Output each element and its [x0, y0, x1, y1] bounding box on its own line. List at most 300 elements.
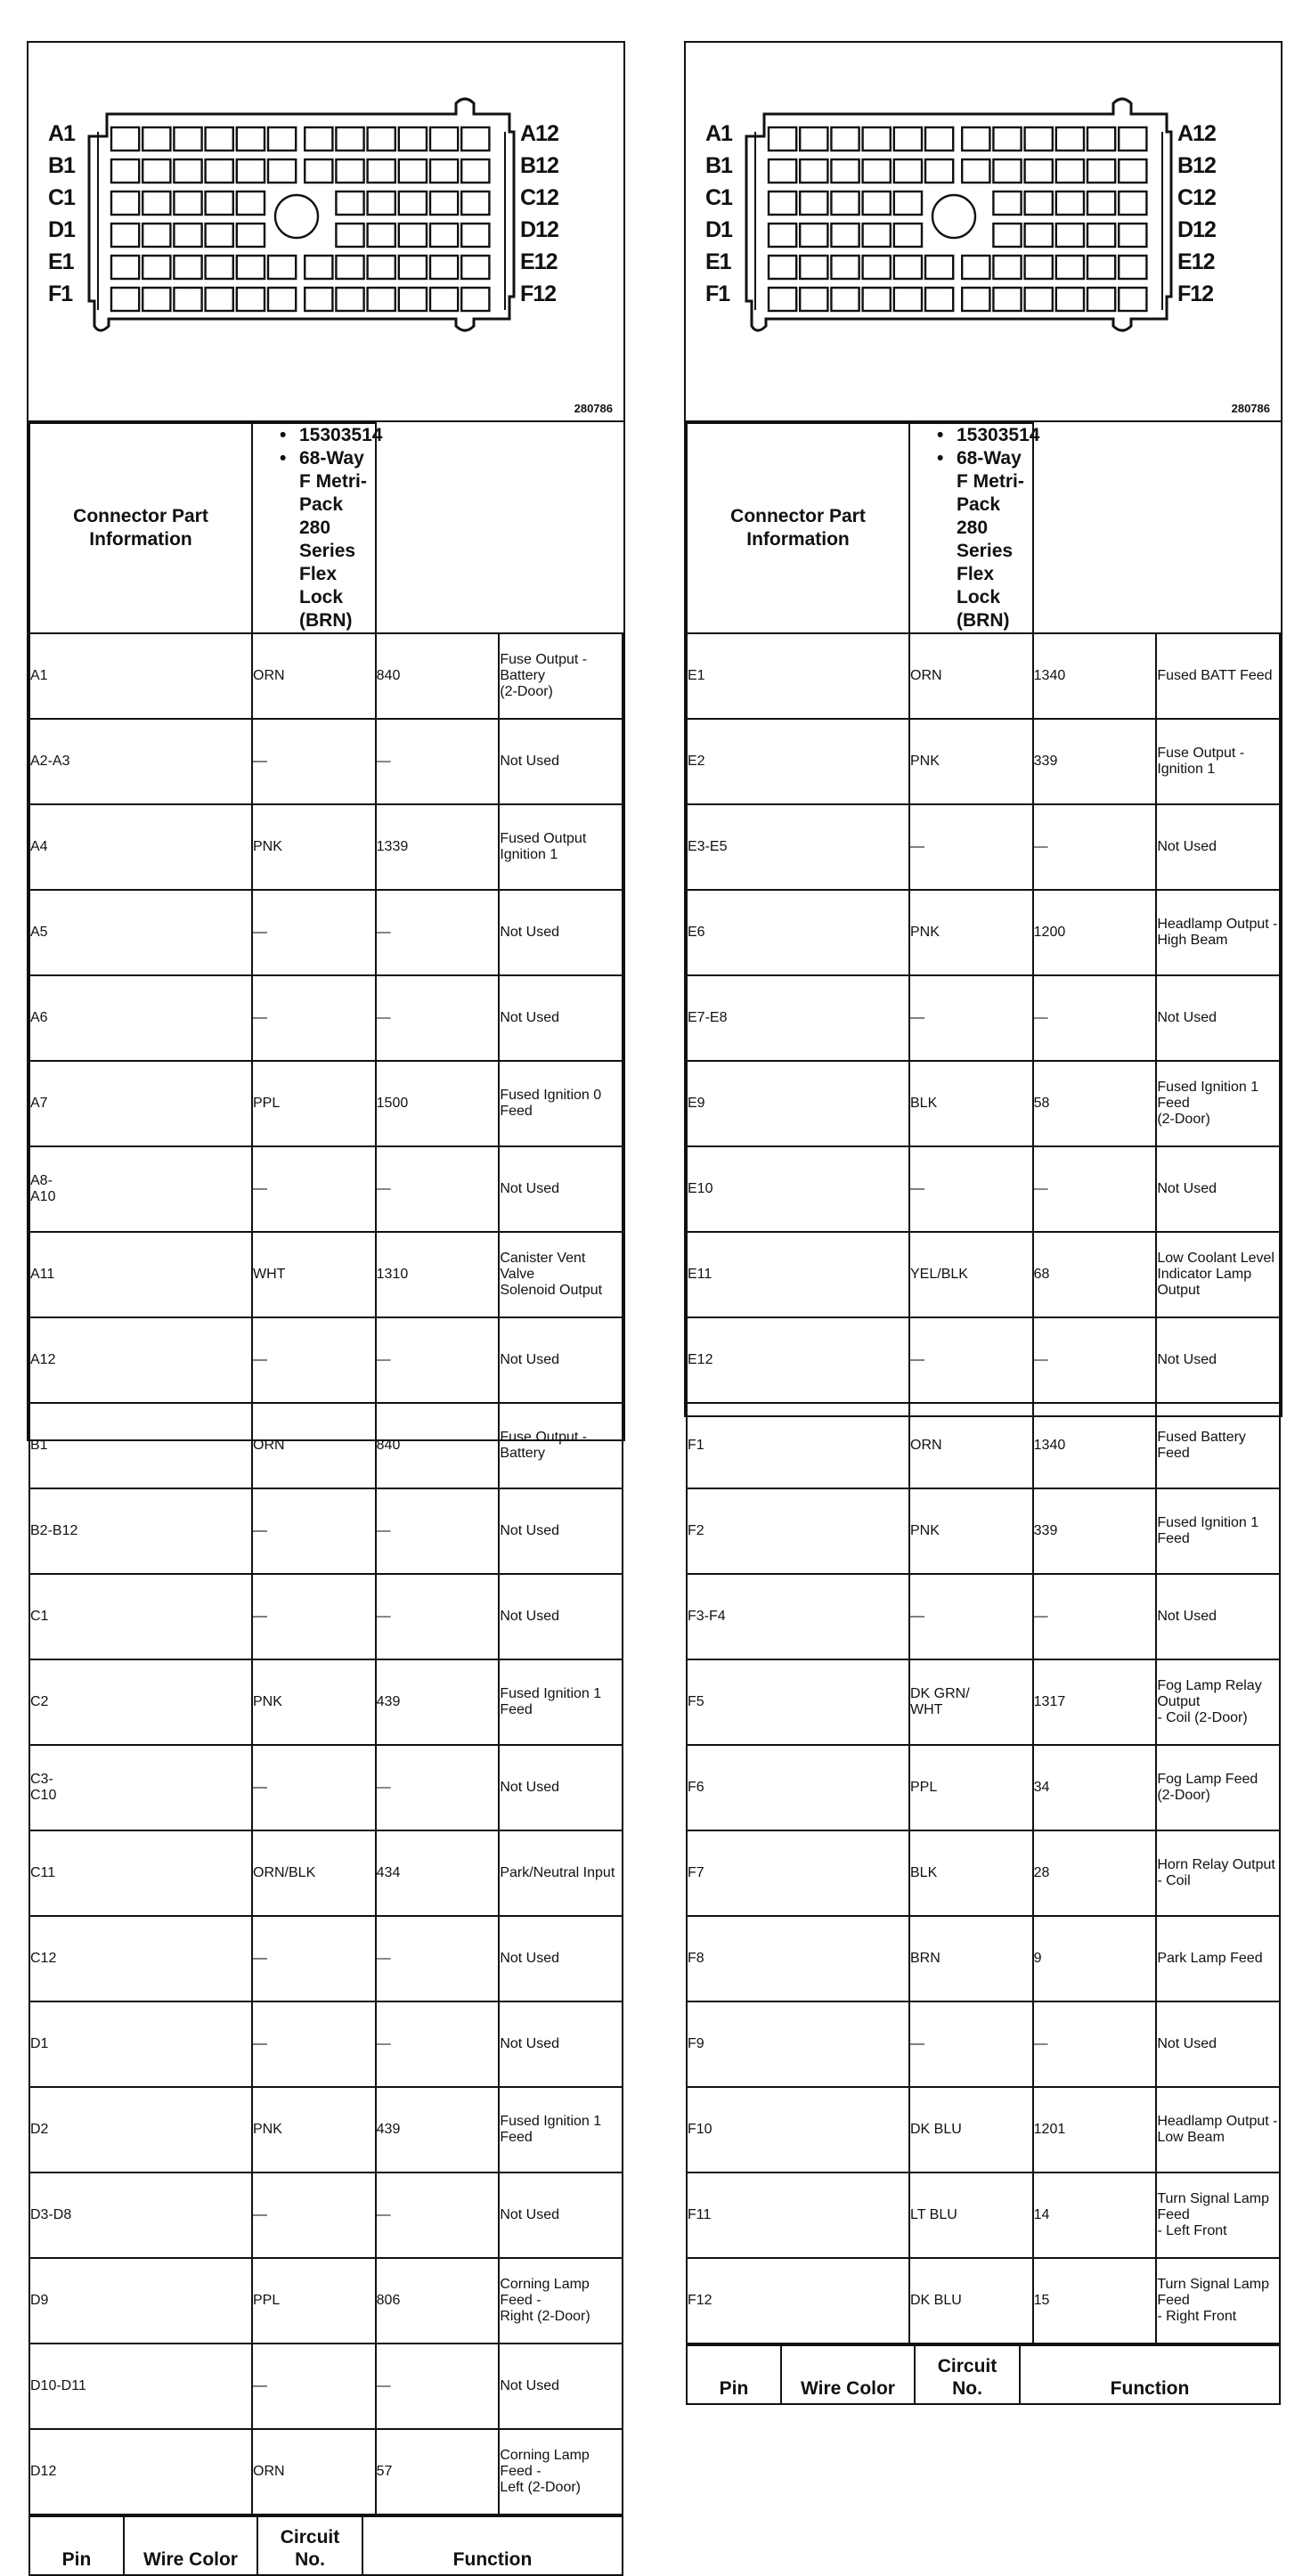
pin-cavity [430, 256, 458, 279]
row-label-left: C1 [48, 185, 75, 210]
pin-cavity [430, 288, 458, 311]
row-label-left: F1 [705, 281, 730, 306]
wire-color-cell: — [252, 1488, 376, 1574]
pin-cell: A6 [29, 975, 252, 1061]
pin-cavity [1087, 288, 1115, 311]
wire-color-cell: BRN [909, 1916, 1033, 2001]
pin-cell: F12 [687, 2258, 909, 2344]
header-wire-color: Wire Color [781, 2345, 915, 2404]
pin-cavity [1025, 127, 1053, 151]
function-cell: Not Used [499, 2344, 623, 2429]
pin-cavity [863, 224, 891, 247]
wire-color-cell: ORN [252, 1403, 376, 1488]
function-cell: Not Used [499, 975, 623, 1061]
pin-cavity [142, 288, 170, 311]
function-cell: Fused Ignition 0 Feed [499, 1061, 623, 1146]
row-label-left: F1 [48, 281, 73, 306]
pin-cell: A5 [29, 890, 252, 975]
row-label-left: B1 [48, 153, 75, 178]
pin-cavity [206, 127, 233, 151]
pin-cavity [237, 288, 265, 311]
circuit-cell: 434 [376, 1830, 500, 1916]
wire-color-cell: PNK [252, 2087, 376, 2172]
pin-cavity [993, 288, 1021, 311]
pin-cavity [894, 288, 922, 311]
row-label-left: A1 [705, 121, 732, 146]
circuit-cell: 806 [376, 2258, 500, 2344]
table-row [29, 2429, 623, 2515]
pin-cavity [925, 288, 953, 311]
function-cell: Fuse Output - Battery [499, 1403, 623, 1488]
circuit-cell: 840 [376, 633, 500, 719]
pin-cavity [206, 256, 233, 279]
table-row [29, 2001, 623, 2087]
row-label-right: B12 [1177, 153, 1216, 178]
pin-cavity [174, 288, 201, 311]
pin-cavity [305, 159, 332, 183]
circuit-cell: 58 [1033, 1061, 1157, 1146]
pin-cell: A8- A10 [29, 1146, 252, 1232]
locator-hole [932, 195, 975, 238]
pin-cavity [206, 288, 233, 311]
pin-cavity [769, 127, 796, 151]
pin-cavity [800, 256, 827, 279]
pin-cavity [1087, 127, 1115, 151]
circuit-cell: 68 [1033, 1232, 1157, 1317]
pin-cell: F3-F4 [687, 1574, 909, 1659]
wire-color-cell: BLK [909, 1830, 1033, 1916]
pin-cavity [399, 192, 427, 215]
pin-cavity [111, 192, 139, 215]
wire-color-cell: ORN/BLK [252, 1830, 376, 1916]
wire-color-cell: — [909, 975, 1033, 1061]
pin-cavity [769, 192, 796, 215]
function-cell: Fused BATT Feed [1156, 633, 1280, 719]
pin-cavity [1025, 192, 1053, 215]
row-label-left: A1 [48, 121, 75, 146]
row-label-right: E12 [520, 249, 558, 274]
pin-cavity [142, 127, 170, 151]
pin-cavity [863, 256, 891, 279]
pin-cavity [174, 224, 201, 247]
pin-cavity [268, 288, 296, 311]
pin-cavity [461, 288, 489, 311]
wire-color-cell: — [252, 1574, 376, 1659]
circuit-cell: 15 [1033, 2258, 1157, 2344]
circuit-cell: 9 [1033, 1916, 1157, 2001]
pin-cavity [430, 192, 458, 215]
wire-color-cell: WHT [252, 1232, 376, 1317]
function-cell: Fused Battery Feed [1156, 1403, 1280, 1488]
wire-color-cell: PPL [252, 2258, 376, 2344]
connector-part-info [686, 422, 1281, 2344]
pin-cavity [1056, 256, 1084, 279]
function-cell: Horn Relay Output - Coil [1156, 1830, 1280, 1916]
connector-part-info [28, 422, 623, 2515]
pin-cavity [305, 288, 332, 311]
pin-cavity [1056, 192, 1084, 215]
pin-cavity [800, 288, 827, 311]
pin-cell: F2 [687, 1488, 909, 1574]
table-row [687, 1232, 1280, 1317]
function-cell: Not Used [499, 719, 623, 804]
table-row [29, 1916, 623, 2001]
pin-cavity [430, 159, 458, 183]
pin-cavity [894, 224, 922, 247]
table-row [687, 2172, 1280, 2258]
circuit-cell: — [376, 1745, 500, 1830]
pin-cell: D12 [29, 2429, 252, 2515]
row-label-right: F12 [1177, 281, 1214, 306]
pin-cavity [430, 224, 458, 247]
pin-cell: E3-E5 [687, 804, 909, 890]
wire-color-cell: PNK [909, 1488, 1033, 1574]
wire-color-cell: ORN [252, 2429, 376, 2515]
pin-cavity [1087, 159, 1115, 183]
table-row [687, 975, 1280, 1061]
header-function: Function [1020, 2345, 1280, 2404]
circuit-cell: — [376, 2172, 500, 2258]
row-label-left: E1 [705, 249, 731, 274]
pin-cell: E10 [687, 1146, 909, 1232]
table-row [687, 1317, 1280, 1403]
table-row [687, 2087, 1280, 2172]
pin-cell: F9 [687, 2001, 909, 2087]
connector-panel-right [684, 41, 1282, 2399]
table-row [29, 975, 623, 1061]
pin-cavity [1056, 288, 1084, 311]
pin-cavity [1025, 288, 1053, 311]
pin-cavity [111, 159, 139, 183]
table-row [687, 1061, 1280, 1146]
pin-cavity [1119, 256, 1146, 279]
pin-cavity [993, 127, 1021, 151]
pin-cell: A4 [29, 804, 252, 890]
pin-cavity [962, 127, 989, 151]
pin-cavity [1087, 192, 1115, 215]
circuit-cell: 339 [1033, 719, 1157, 804]
circuit-cell: 1500 [376, 1061, 500, 1146]
pin-cell: E1 [687, 633, 909, 719]
wire-color-cell: — [909, 1146, 1033, 1232]
pin-cavity [962, 288, 989, 311]
wire-color-cell: ORN [909, 633, 1033, 719]
pin-cavity [336, 256, 363, 279]
circuit-cell: 14 [1033, 2172, 1157, 2258]
pin-cell: B1 [29, 1403, 252, 1488]
pin-cell: D9 [29, 2258, 252, 2344]
pin-cavity [1025, 159, 1053, 183]
header-circuit-no: Circuit No. [915, 2345, 1020, 2404]
pin-cell: E11 [687, 1232, 909, 1317]
table-row [687, 1403, 1280, 1488]
function-cell: Not Used [1156, 1317, 1280, 1403]
circuit-cell: 34 [1033, 1745, 1157, 1830]
circuit-cell: 28 [1033, 1830, 1157, 1916]
wire-color-cell: — [909, 1574, 1033, 1659]
table-row [687, 2001, 1280, 2087]
pin-cell: A12 [29, 1317, 252, 1403]
row-label-right: F12 [520, 281, 557, 306]
row-label-right: B12 [520, 153, 558, 178]
table-row [687, 1830, 1280, 1916]
pin-cavity [769, 224, 796, 247]
function-cell: Not Used [499, 1146, 623, 1232]
wire-color-cell: — [252, 1317, 376, 1403]
pin-cavity [962, 159, 989, 183]
pin-cavity [925, 127, 953, 151]
circuit-cell: 339 [1033, 1488, 1157, 1574]
circuit-cell: — [376, 1146, 500, 1232]
connector-description: • 68-Way F Metri-Pack 280 Series Flex Lock (BRN) [937, 447, 1032, 632]
circuit-cell: 57 [376, 2429, 500, 2515]
pin-cavity [305, 127, 332, 151]
row-label-left: C1 [705, 185, 732, 210]
table-row [29, 1830, 623, 1916]
wire-color-cell: — [909, 804, 1033, 890]
function-cell: Not Used [1156, 1146, 1280, 1232]
function-cell: Park Lamp Feed [1156, 1916, 1280, 2001]
pin-cavity [894, 127, 922, 151]
pin-cavity [237, 224, 265, 247]
wire-color-cell: — [252, 1146, 376, 1232]
pin-cell: B2-B12 [29, 1488, 252, 1574]
pin-cell: E6 [687, 890, 909, 975]
pin-cavity [831, 224, 859, 247]
function-cell: Corning Lamp Feed - Right (2-Door) [499, 2258, 623, 2344]
circuit-cell: 1339 [376, 804, 500, 890]
table-row [687, 890, 1280, 975]
pin-cavity [237, 159, 265, 183]
wire-color-cell: BLK [909, 1061, 1033, 1146]
part-number: • 15303514 [937, 424, 1032, 447]
pin-cavity [894, 192, 922, 215]
pinout-table [686, 2344, 1281, 2405]
pin-cavity [111, 256, 139, 279]
circuit-cell: 439 [376, 2087, 500, 2172]
function-cell: Not Used [499, 2001, 623, 2087]
pin-cell: F11 [687, 2172, 909, 2258]
pin-cavity [399, 127, 427, 151]
wire-color-cell: PNK [909, 719, 1033, 804]
pin-cavity [237, 192, 265, 215]
pin-cavity [863, 159, 891, 183]
table-row [687, 804, 1280, 890]
pinout-table [28, 2515, 623, 2576]
wire-color-cell: — [252, 1745, 376, 1830]
table-row [29, 1745, 623, 1830]
header-circuit-no: Circuit No. [257, 2516, 362, 2575]
pin-cavity [1087, 256, 1115, 279]
circuit-cell: — [376, 975, 500, 1061]
row-label-right: C12 [520, 185, 558, 210]
pin-cavity [1119, 288, 1146, 311]
header-pin: Pin [687, 2345, 781, 2404]
pin-cavity [336, 224, 363, 247]
pin-cavity [399, 159, 427, 183]
table-row [29, 890, 623, 975]
pin-cavity [863, 127, 891, 151]
pin-cavity [894, 256, 922, 279]
table-row [29, 2087, 623, 2172]
function-cell: Fog Lamp Feed (2-Door) [1156, 1745, 1280, 1830]
pin-cell: C12 [29, 1916, 252, 2001]
function-cell: Fused Ignition 1 Feed (2-Door) [1156, 1061, 1280, 1146]
pin-cell: D2 [29, 2087, 252, 2172]
table-row [687, 633, 1280, 719]
row-label-right: C12 [1177, 185, 1216, 210]
table-row [29, 2172, 623, 2258]
wire-color-cell: DK BLU [909, 2087, 1033, 2172]
table-row [29, 1488, 623, 1574]
pin-cavity [925, 256, 953, 279]
table-row [29, 1317, 623, 1403]
row-label-right: A12 [1177, 121, 1216, 146]
wire-color-cell: LT BLU [909, 2172, 1033, 2258]
pin-cavity [399, 256, 427, 279]
pin-cavity [268, 127, 296, 151]
pin-cavity [237, 127, 265, 151]
circuit-cell: — [1033, 2001, 1157, 2087]
pin-cavity [831, 127, 859, 151]
pin-cell: A1 [29, 633, 252, 719]
pin-cell: C11 [29, 1830, 252, 1916]
circuit-cell: — [376, 1574, 500, 1659]
pin-cavity [925, 159, 953, 183]
pin-cell: F6 [687, 1745, 909, 1830]
pin-cell: C3- C10 [29, 1745, 252, 1830]
pin-cell: C1 [29, 1574, 252, 1659]
table-row [687, 1574, 1280, 1659]
pin-cavity [174, 256, 201, 279]
row-label-left: B1 [705, 153, 732, 178]
table-row [687, 1146, 1280, 1232]
connector-info-label: Connector Part Information [687, 423, 909, 633]
pin-cell: E7-E8 [687, 975, 909, 1061]
function-cell: Fused Output Ignition 1 [499, 804, 623, 890]
row-label-left: D1 [705, 217, 732, 242]
row-label-left: D1 [48, 217, 75, 242]
wire-color-cell: — [909, 1317, 1033, 1403]
pin-cavity [800, 224, 827, 247]
pin-cavity [461, 256, 489, 279]
wire-color-cell: PPL [252, 1061, 376, 1146]
pin-cavity [461, 159, 489, 183]
circuit-cell: — [376, 2001, 500, 2087]
row-label-right: A12 [520, 121, 558, 146]
pin-cavity [268, 159, 296, 183]
table-row [29, 633, 623, 719]
table-row [687, 719, 1280, 804]
circuit-cell: 439 [376, 1659, 500, 1745]
wire-color-cell: DK GRN/ WHT [909, 1659, 1033, 1745]
pin-cavity [142, 224, 170, 247]
function-cell: Not Used [499, 890, 623, 975]
connector-panel-left [27, 41, 625, 2570]
pin-cavity [894, 159, 922, 183]
connector-diagram [28, 43, 623, 422]
function-cell: Not Used [1156, 2001, 1280, 2087]
pin-cell: F10 [687, 2087, 909, 2172]
wire-color-cell: YEL/BLK [909, 1232, 1033, 1317]
connector-info-label: Connector Part Information [29, 423, 252, 633]
function-cell: Fog Lamp Relay Output - Coil (2-Door) [1156, 1659, 1280, 1745]
part-number: • 15303514 [280, 424, 375, 447]
pin-cavity [305, 256, 332, 279]
pin-cavity [962, 256, 989, 279]
header-function: Function [362, 2516, 623, 2575]
pin-cavity [368, 192, 395, 215]
pin-cavity [800, 159, 827, 183]
function-cell: Fused Ignition 1 Feed [499, 1659, 623, 1745]
function-cell: Fuse Output - Ignition 1 [1156, 719, 1280, 804]
circuit-cell: 1201 [1033, 2087, 1157, 2172]
pin-cavity [174, 159, 201, 183]
pin-cavity [769, 159, 796, 183]
pin-cell: F5 [687, 1659, 909, 1745]
circuit-cell: — [1033, 804, 1157, 890]
circuit-cell: — [1033, 1317, 1157, 1403]
locator-hole [275, 195, 318, 238]
circuit-cell: 1200 [1033, 890, 1157, 975]
circuit-cell: — [376, 890, 500, 975]
pin-cavity [1119, 127, 1146, 151]
pin-cavity [368, 127, 395, 151]
table-row [29, 719, 623, 804]
circuit-cell: 1310 [376, 1232, 500, 1317]
circuit-cell: — [376, 719, 500, 804]
function-cell: Fuse Output - Battery (2-Door) [499, 633, 623, 719]
function-cell: Not Used [1156, 975, 1280, 1061]
pin-cavity [174, 127, 201, 151]
function-cell: Headlamp Output - Low Beam [1156, 2087, 1280, 2172]
circuit-cell: — [376, 1488, 500, 1574]
pin-cavity [1025, 224, 1053, 247]
pin-cavity [1025, 256, 1053, 279]
table-row [29, 2344, 623, 2429]
pin-cavity [863, 288, 891, 311]
pin-cavity [863, 192, 891, 215]
pin-cell: F8 [687, 1916, 909, 2001]
pin-cavity [336, 127, 363, 151]
table-row [29, 804, 623, 890]
row-label-right: E12 [1177, 249, 1215, 274]
row-label-left: E1 [48, 249, 74, 274]
function-cell: Canister Vent Valve Solenoid Output [499, 1232, 623, 1317]
function-cell: Not Used [499, 1574, 623, 1659]
table-row [29, 1146, 623, 1232]
pin-cell: F7 [687, 1830, 909, 1916]
pin-cavity [399, 224, 427, 247]
wire-color-cell: ORN [252, 633, 376, 719]
pin-cavity [1056, 224, 1084, 247]
pin-cavity [268, 256, 296, 279]
function-cell: Not Used [499, 1745, 623, 1830]
row-label-right: D12 [1177, 217, 1216, 242]
pin-cavity [461, 224, 489, 247]
pin-cell: C2 [29, 1659, 252, 1745]
table-row [687, 1659, 1280, 1745]
pin-cavity [1119, 192, 1146, 215]
circuit-cell: — [376, 1916, 500, 2001]
connector-description: • 68-Way F Metri-Pack 280 Series Flex Lock (BRN) [280, 447, 375, 632]
pin-cell: A11 [29, 1232, 252, 1317]
pin-cavity [142, 256, 170, 279]
pin-cavity [111, 224, 139, 247]
pin-cavity [993, 192, 1021, 215]
function-cell: Corning Lamp Feed - Left (2-Door) [499, 2429, 623, 2515]
pin-cell: D10-D11 [29, 2344, 252, 2429]
